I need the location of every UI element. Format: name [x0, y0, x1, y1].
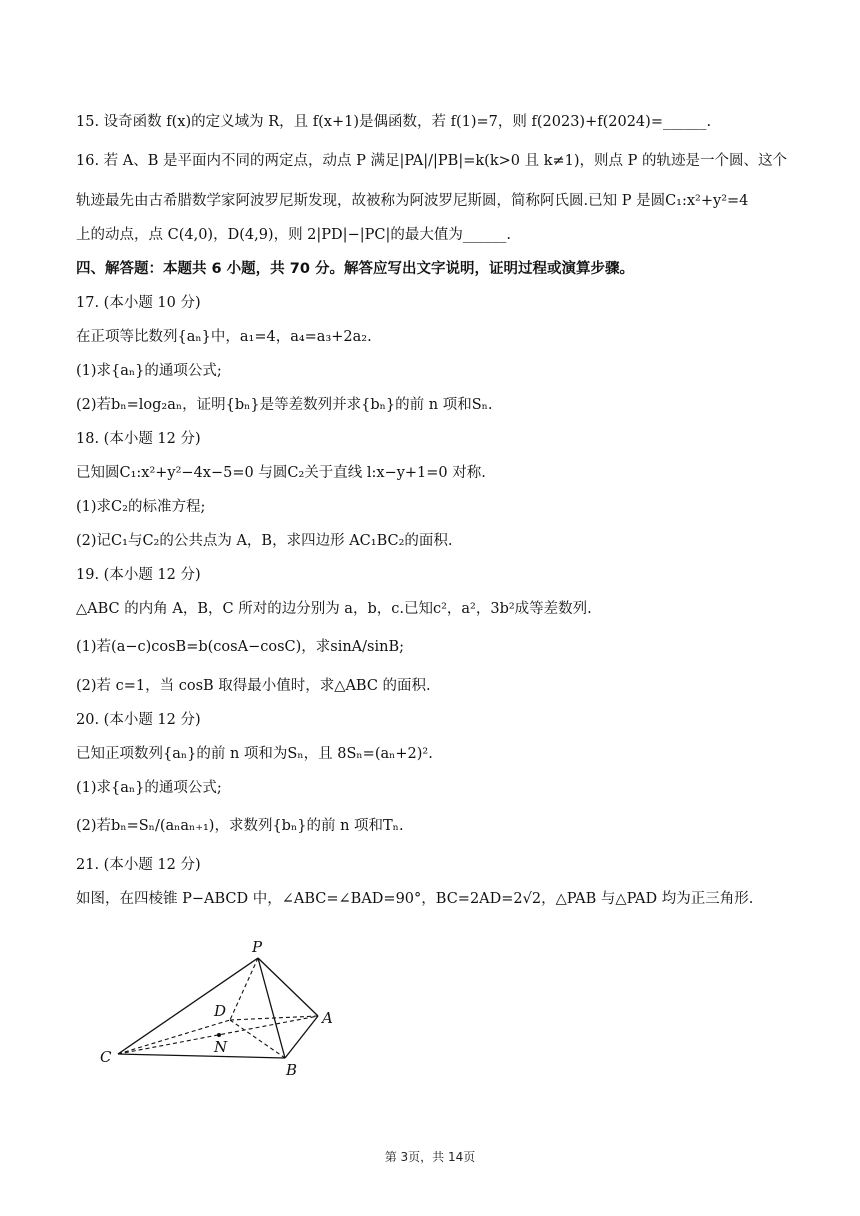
- problem-19-header: 19. (本小题 12 分): [76, 567, 201, 583]
- problem-19-statement: △ABC 的内角 A，B，C 所对的边分别为 a，b，c.已知c²，a²，3b²成等差数列.: [76, 601, 592, 617]
- problem-18-part1: (1)求C₂的标准方程;: [76, 499, 206, 515]
- edge-cb: [118, 1054, 285, 1058]
- problem-18-header: 18. (本小题 12 分): [76, 431, 201, 447]
- problem-18-part2: (2)记C₁与C₂的公共点为 A，B，求四边形 AC₁BC₂的面积.: [76, 533, 453, 549]
- label-d: D: [214, 1002, 227, 1020]
- edge-pa: [258, 958, 318, 1016]
- problem-21-header: 21. (本小题 12 分): [76, 857, 201, 873]
- label-b: B: [286, 1061, 298, 1079]
- problem-20-statement: 已知正项数列{aₙ}的前 n 项和为Sₙ，且 8Sₙ=(aₙ+2)².: [76, 746, 433, 762]
- problem-17-statement: 在正项等比数列{aₙ}中，a₁=4，a₄=a₃+2a₂.: [76, 329, 372, 345]
- edge-ba: [285, 1016, 318, 1058]
- problem-15: 15. 设奇函数 f(x)的定义域为 R，且 f(x+1)是偶函数，若 f(1)=7，则 f(2023)+f(2024)=______.: [76, 114, 712, 130]
- problem-17-part2: (2)若bₙ=log₂aₙ，证明{bₙ}是等差数列并求{bₙ}的前 n 项和Sₙ.: [76, 397, 493, 413]
- edge-pc: [118, 958, 258, 1054]
- label-c: C: [100, 1048, 112, 1066]
- label-p: P: [252, 938, 263, 956]
- problem-19-part2: (2)若 c=1，当 cosB 取得最小值时，求△ABC 的面积.: [76, 678, 431, 694]
- point-n: [217, 1033, 221, 1037]
- problem-21-statement: 如图，在四棱锥 P−ABCD 中，∠ABC=∠BAD=90°，BC=2AD=2√2，△PAB 与△PAD 均为正三角形.: [76, 891, 754, 907]
- problem-19-part1: (1)若(a−c)cosB=b(cosA−cosC)，求sinA/sinB;: [76, 639, 404, 655]
- label-a: A: [322, 1009, 333, 1027]
- problem-20-part1: (1)求{aₙ}的通项公式;: [76, 780, 222, 796]
- section-heading: 四、解答题：本题共 6 小题，共 70 分。解答应写出文字说明，证明过程或演算步骤。: [76, 261, 634, 277]
- problem-18-statement: 已知圆C₁:x²+y²−4x−5=0 与圆C₂关于直线 l:x−y+1=0 对称.: [76, 465, 486, 481]
- problem-16-line1: 16. 若 A、B 是平面内不同的两定点，动点 P 满足|PA|/|PB|=k(k>0 且 k≠1)，则点 P 的轨迹是一个圆、这个: [76, 153, 787, 169]
- page-footer: 第 3页，共 14页: [384, 1150, 476, 1164]
- problem-17-part1: (1)求{aₙ}的通项公式;: [76, 363, 222, 379]
- problem-20-part2: (2)若bₙ=Sₙ/(aₙaₙ₊₁)，求数列{bₙ}的前 n 项和Tₙ.: [76, 818, 404, 834]
- edge-pb: [258, 958, 285, 1058]
- problem-16-line2: 轨迹最先由古希腊数学家阿波罗尼斯发现，故被称为阿波罗尼斯圆，简称阿氏圆.已知 P 是圆C₁:x²+y²=4: [76, 193, 749, 209]
- problem-17-header: 17. (本小题 10 分): [76, 295, 201, 311]
- pyramid-figure: [92, 930, 352, 1080]
- problem-20-header: 20. (本小题 12 分): [76, 712, 201, 728]
- label-n: N: [214, 1038, 228, 1056]
- problem-16-line3: 上的动点，点 C(4,0)，D(4,9)，则 2|PD|−|PC|的最大值为______.: [76, 227, 511, 243]
